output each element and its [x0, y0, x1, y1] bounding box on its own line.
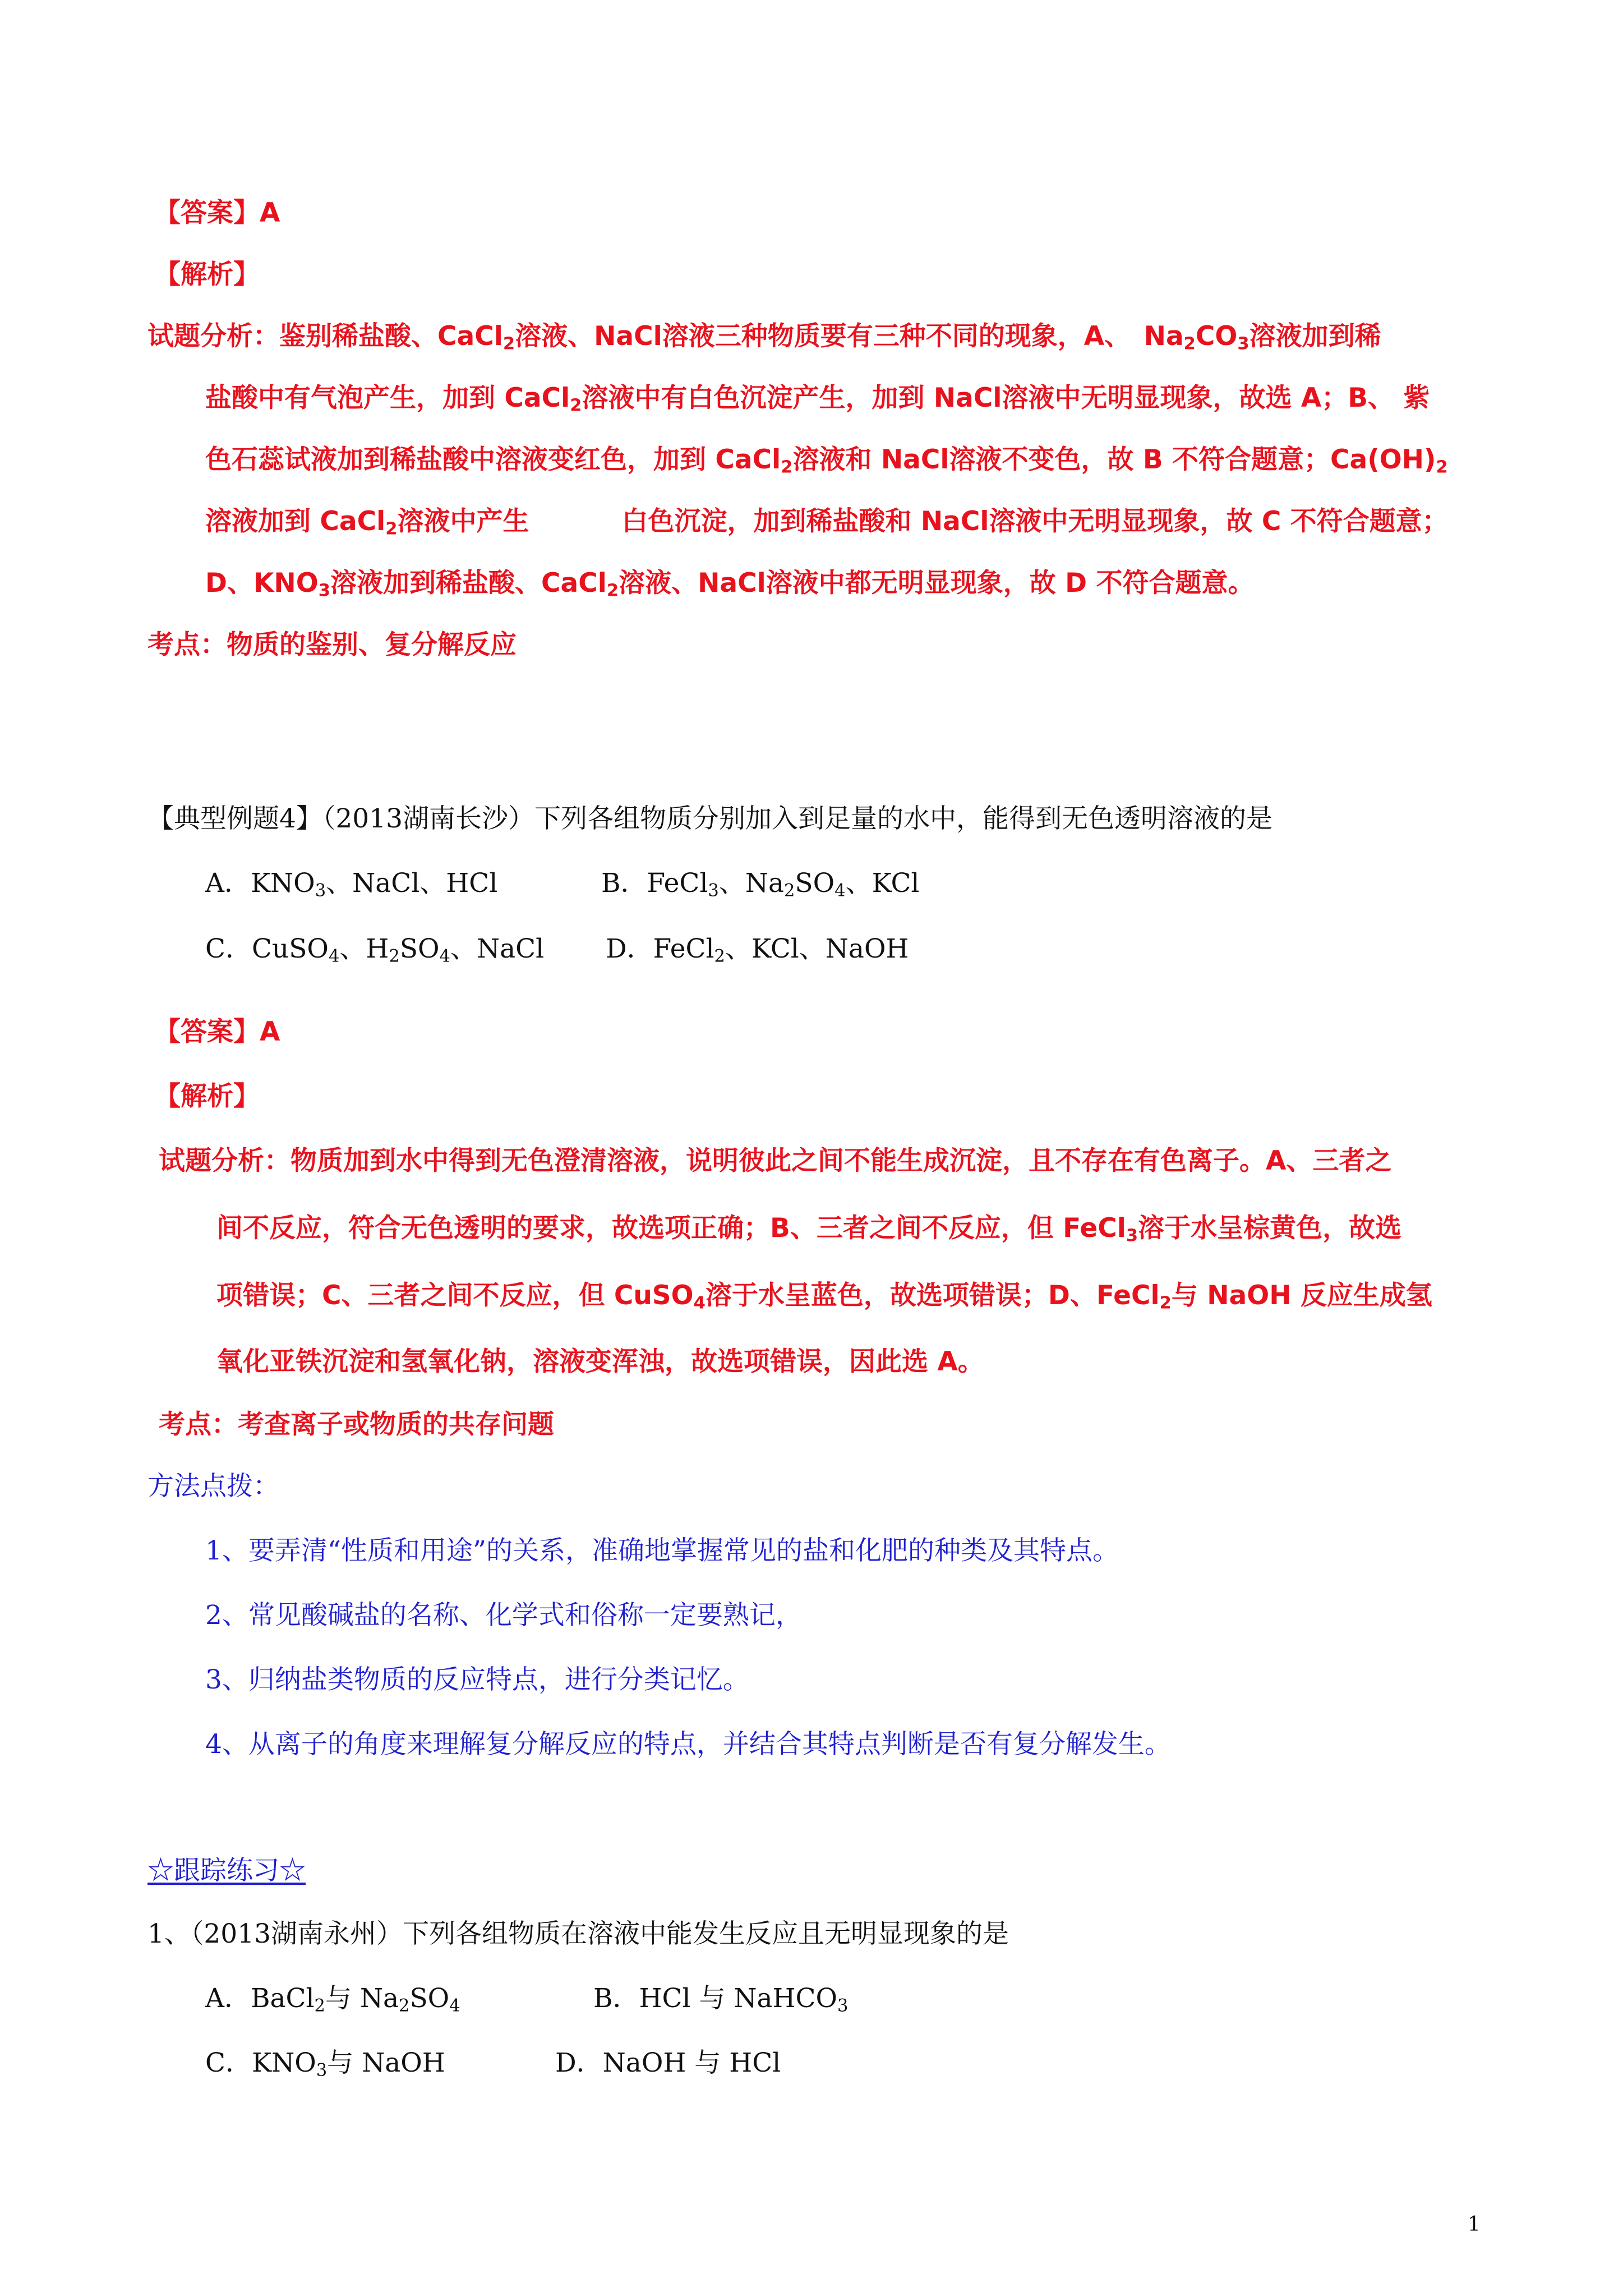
practice-question-1: 1、（2013湖南永州）下列各组物质在溶液中能发生反应且无明显现象的是: [147, 1918, 1009, 1949]
analysis-2-line-1: 试题分析：物质加到水中得到无色澄清溶液，说明彼此之间不能生成沉淀，且不存在有色离子。A、三者之: [159, 1145, 1392, 1176]
analysis-label-2: 【解析】: [154, 1081, 260, 1112]
method-title: 方法点拨：: [147, 1471, 279, 1502]
point-2: 考点：考查离子或物质的共存问题: [159, 1409, 554, 1440]
practice-option-c: C．$KNO_3$与 NaOH: [205, 2047, 445, 2081]
analysis-label-1: 【解析】: [154, 259, 260, 290]
analysis-2-line-4: 氧化亚铁沉淀和氢氧化钠，溶液变浑浊，故选项错误，因此选 A。: [216, 1346, 984, 1377]
answer-label-2: 【答案】A: [154, 1016, 280, 1047]
example-4-option-d: D．FeCl$_2$、KCl、NaOH: [606, 933, 909, 967]
example-4-title: 【典型例题4】（2013湖南长沙）下列各组物质分别加入到足量的水中，能得到无色透明溶液的是: [147, 803, 1273, 834]
method-item-4: 4、从离子的角度来理解复分解反应的特点，并结合其特点判断是否有复分解发生。: [205, 1729, 1171, 1760]
point-1: 考点：物质的鉴别、复分解反应: [147, 629, 517, 660]
analysis-1-line-1: 试题分析：鉴别稀盐酸、CaCl$_2$溶液、NaCl溶液三种物质要有三种不同的现象，A、 $Na_2CO_3$溶液加到稀: [147, 321, 1381, 354]
method-item-1: 1、要弄清“性质和用途”的关系，准确地掌握常见的盐和化肥的种类及其特点。: [205, 1535, 1119, 1566]
page-number: 1: [1468, 2213, 1481, 2236]
analysis-2-line-2: 间不反应，符合无色透明的要求，故选项正确；B、三者之间不反应，但 FeCl$_3$溶于水呈棕黄色，故选: [216, 1213, 1402, 1246]
example-4-option-a: A．$KNO_3$、NaCl、HCl: [205, 868, 498, 901]
analysis-1-line-3: 色石蕊试液加到稀盐酸中溶液变红色，加到 CaCl$_2$溶液和 NaCl溶液不变色，故 B 不符合题意；$Ca(OH)_2$: [205, 444, 1448, 477]
example-4-option-b: B．FeCl$_3$、$Na_2SO_4$、KCl: [601, 868, 920, 901]
practice-heading: ☆跟踪练习☆: [147, 1855, 306, 1886]
method-item-2: 2、常见酸碱盐的名称、化学式和俗称一定要熟记，: [205, 1600, 802, 1631]
analysis-1-line-5: D、$KNO_3$溶液加到稀盐酸、CaCl$_2$溶液、NaCl溶液中都无明显现象，故 D 不符合题意。: [205, 568, 1255, 601]
practice-option-d: D．NaOH 与 HCl: [555, 2047, 781, 2078]
analysis-1-line-4: 溶液加到 CaCl$_2$溶液中产生 白色沉淀，加到稀盐酸和 NaCl溶液中无明显现象，故 C 不符合题意；: [205, 506, 1449, 539]
example-4-option-c: C．CuSO$_4$、$H_2SO_4$、NaCl: [205, 933, 545, 967]
practice-option-a: A．BaCl$_2$与 $Na_2SO_4$: [205, 1983, 460, 2016]
answer-label-1: 【答案】A: [154, 197, 280, 228]
practice-option-b: B．HCl 与 NaHCO$_3$: [593, 1983, 849, 2016]
analysis-1-line-2: 盐酸中有气泡产生，加到 CaCl$_2$溶液中有白色沉淀产生，加到 NaCl溶液中无明显现象，故选 A；B、 紫: [205, 383, 1430, 416]
method-item-3: 3、归纳盐类物质的反应特点，进行分类记忆。: [205, 1664, 749, 1695]
analysis-2-line-3: 项错误；C、三者之间不反应，但 CuSO$_4$溶于水呈蓝色，故选项错误；D、FeCl$_2$与 NaOH 反应生成氢: [216, 1280, 1432, 1313]
